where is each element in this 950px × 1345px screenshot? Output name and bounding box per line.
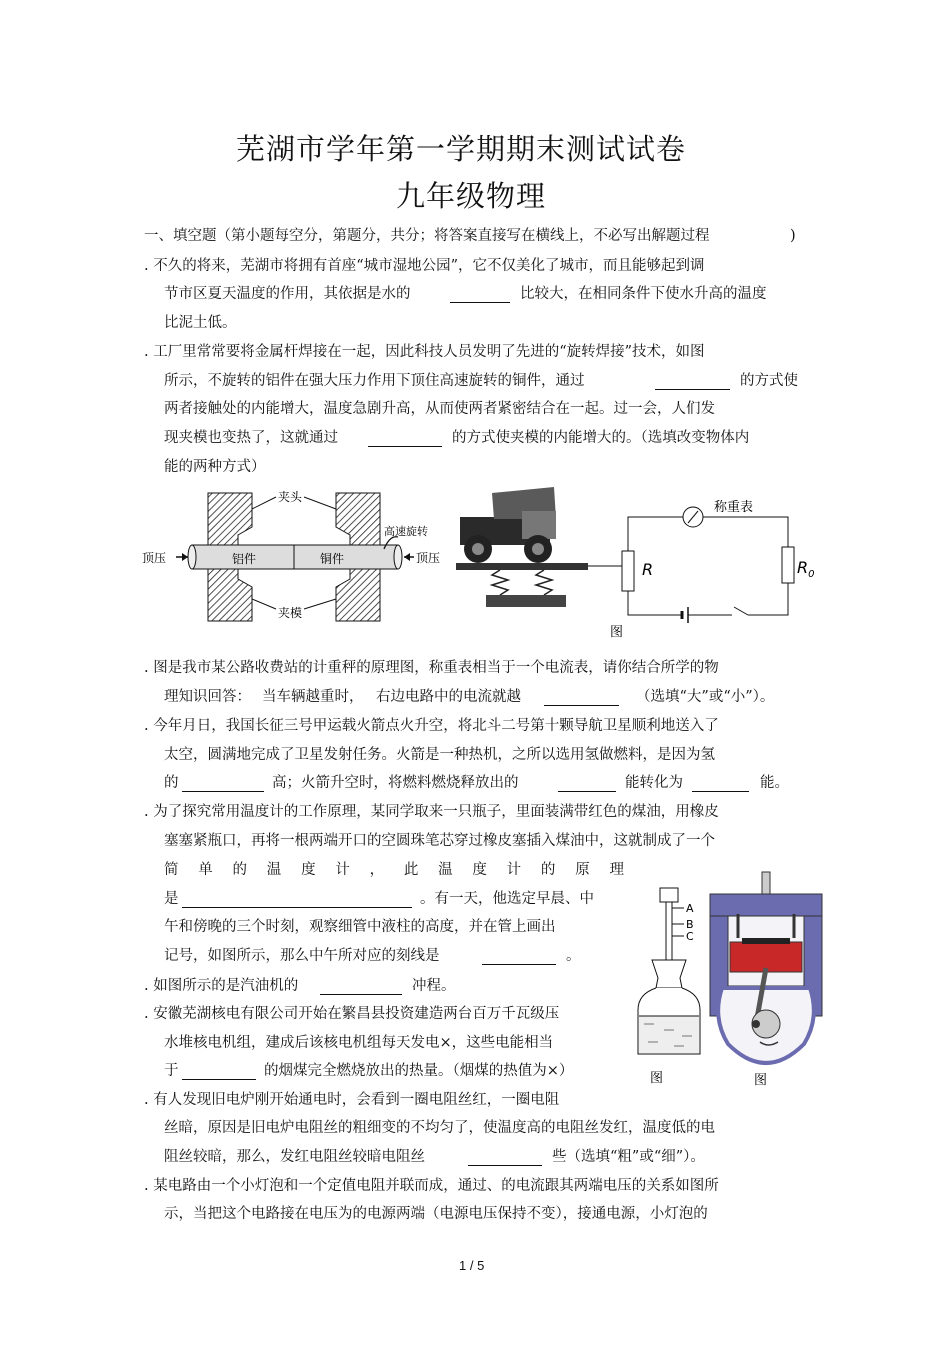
q5-line2: 塞塞紧瓶口，再将一根两端开口的空圆珠笔芯穿过橡皮塞插入煤油中，这就制成了一个	[164, 833, 715, 849]
q8-line2: 丝暗，原因是旧电炉电阻丝的粗细变的不均匀了，使温度高的电阻丝发红，温度低的电	[164, 1120, 715, 1136]
q2-line2a: 所示，不旋转的铝件在强大压力作用下顶住高速旋转的铜件，通过	[164, 373, 585, 389]
q6-line1b: 冲程。	[412, 978, 456, 994]
q3-line1: . 图是我市某公路收费站的计重秤的原理图，称重表相当于一个电流表，请你结合所学的物	[144, 660, 719, 676]
resistor-r-label: R	[642, 560, 654, 579]
q5-line3: 简 单 的 温 度 计 ， 此 温 度 计 的 原 理	[164, 862, 624, 878]
q4-line3d: 能。	[760, 775, 789, 791]
q7-line3b: 的烟煤完全燃烧放出的热量。（烟煤的热值为×）	[264, 1063, 574, 1079]
press-right-label: 顶压	[416, 551, 441, 565]
q3-line2d: （选填“大”或“小”）。	[636, 689, 775, 705]
q5-line4b: 。有一天，他选定早晨、中	[420, 891, 594, 907]
q8-blank[interactable]	[468, 1149, 542, 1166]
q8-line3a: 阻丝较暗，那么，发红电阻丝较暗电阻丝	[164, 1149, 425, 1165]
press-left-label: 顶压	[142, 551, 167, 565]
q4-line1: . 今年月日，我国长征三号甲运载火箭点火升空，将北斗二号第十颗导航卫星顺利地送入了	[144, 718, 719, 734]
mark-b-label: B	[686, 918, 694, 931]
q4-line3a: 的	[164, 775, 179, 791]
q1-line1: . 不久的将来，芜湖市将拥有首座“城市湿地公园”，它不仅美化了城市，而且能够起到调	[144, 258, 705, 274]
rotary-welding-figure	[140, 487, 450, 627]
q8-line1: . 有人发现旧电炉刚开始通电时，会看到一圈电阻丝红，一圈电阻	[144, 1092, 560, 1108]
q4-blank2[interactable]	[558, 775, 616, 792]
q2-line3: 两者接触处的内能增大，温度急剧升高，从而使两者紧密结合在一起。过一会，人们发	[164, 401, 715, 417]
copper-label: 铜件	[320, 552, 345, 566]
q4-line2: 太空，圆满地完成了卫星发射任务。火箭是一种热机，之所以选用氢做燃料，是因为氢	[164, 747, 715, 763]
mark-c-label: C	[686, 930, 694, 943]
section-heading: 一、填空题（第小题每空分，第题分，共分；将答案直接写在横线上，不必写出解题过程	[144, 228, 710, 244]
q2-blank2[interactable]	[368, 430, 442, 447]
aluminum-label: 铝件	[232, 552, 257, 566]
figure-caption: 图	[610, 625, 624, 640]
q6-line1a: . 如图所示的是汽油机的	[144, 978, 299, 994]
q5-line4a: 是	[164, 891, 179, 907]
mark-a-label: A	[686, 902, 694, 915]
q2-blank1[interactable]	[655, 373, 730, 390]
thermometer-bottle-figure	[630, 884, 710, 1090]
q1-line2a: 节市区夏天温度的作用，其依据是水的	[164, 286, 411, 302]
q4-line3b: 高；火箭升空时，将燃料燃烧释放出的	[272, 775, 519, 791]
q2-line4b: 的方式使夹模的内能增大的。（选填改变物体内	[452, 430, 750, 446]
q2-line2b: 的方式使	[740, 373, 798, 389]
q5-line6b: 。	[566, 948, 581, 964]
q2-line1: . 工厂里常常要将金属杆焊接在一起，因此科技人员发明了先进的“旋转焊接”技术，如图	[144, 344, 705, 360]
q5-line5: 午和傍晚的三个时刻，观察细管中液柱的高度，并在管上画出	[164, 919, 556, 935]
resistor-r0-label: $R_0$	[797, 558, 815, 580]
clamp-head-label: 夹头	[278, 490, 303, 504]
q3-line2b: 当车辆越重时，	[262, 689, 364, 705]
exam-title: 芜湖市学年第一学期期末测试试卷	[236, 132, 687, 166]
clamp-mold-label: 夹模	[278, 606, 303, 620]
q9-line2: 示，当把这个电路接在电压为的电源两端（电源电压保持不变），接通电源，小灯泡的	[164, 1206, 708, 1222]
fig4-caption: 图	[754, 1073, 768, 1088]
q3-blank[interactable]	[544, 689, 619, 706]
fig3-caption: 图	[650, 1071, 664, 1086]
q4-blank3[interactable]	[692, 775, 749, 792]
q4-blank1[interactable]	[182, 775, 264, 792]
rotate-label: 高速旋转	[384, 525, 428, 538]
q1-line3: 比泥土低。	[164, 315, 237, 331]
q5-line6a: 记号，如图所示，那么中午所对应的刻线是	[164, 948, 440, 964]
q7-line3a: 于	[164, 1063, 179, 1079]
q1-line2b: 比较大，在相同条件下使水升高的温度	[520, 286, 767, 302]
meter-label: 称重表	[714, 500, 754, 515]
q8-line3b: 些（选填“粗”或“细”）。	[552, 1149, 705, 1165]
q4-line3c: 能转化为	[625, 775, 683, 791]
q9-line1: . 某电路由一个小灯泡和一个定值电阻并联而成，通过、的电流跟其两端电压的关系如图所	[144, 1178, 719, 1194]
page-number: 1 / 5	[459, 1258, 485, 1273]
weighing-circuit-figure	[452, 483, 824, 643]
q3-line2a: 理知识回答：	[164, 689, 251, 705]
q5-blank2[interactable]	[482, 948, 556, 965]
q6-blank[interactable]	[320, 978, 402, 995]
gasoline-engine-figure	[702, 868, 828, 1090]
q5-blank1[interactable]	[182, 891, 412, 908]
q7-line1: . 安徽芜湖核电有限公司开始在繁昌县投资建造两台百万千瓦级压	[144, 1006, 560, 1022]
q1-blank[interactable]	[450, 286, 510, 303]
subject-title: 九年级物理	[396, 179, 547, 213]
q7-line2: 水堆核电机组，建成后该核电机组每天发电×，这些电能相当	[164, 1035, 554, 1051]
truck-illustration	[460, 487, 556, 563]
q2-line4a: 现夹模也变热了，这就通过	[164, 430, 338, 446]
q2-line5: 能的两种方式）	[164, 459, 266, 475]
q7-blank[interactable]	[182, 1063, 256, 1080]
q3-line2c: 右边电路中的电流就越	[376, 689, 521, 705]
section-heading-close: )	[790, 228, 796, 244]
q5-line1: . 为了探究常用温度计的工作原理，某同学取来一只瓶子，里面装满带红色的煤油，用橡皮	[144, 804, 719, 820]
